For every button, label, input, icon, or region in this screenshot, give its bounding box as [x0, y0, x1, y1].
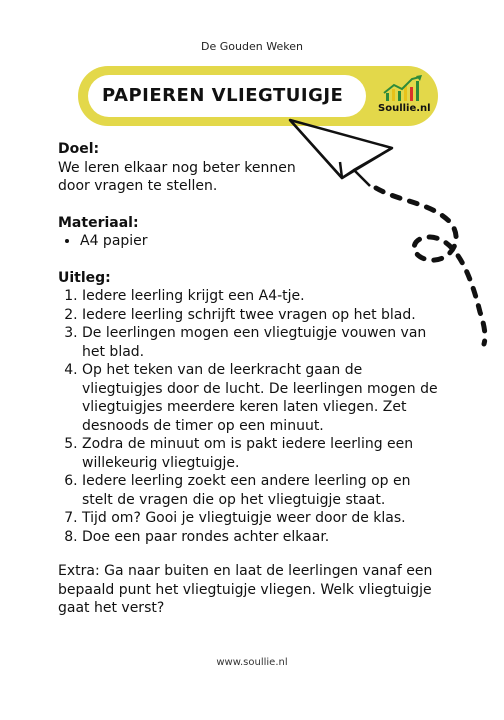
- list-item: 8. Doe een paar rondes achter elkaar.: [82, 528, 438, 547]
- footer-url: www.soullie.nl: [216, 657, 288, 668]
- extra-tip: Extra: Ga naar buiten en laat de leerlingen vanaf een bepaald punt het vliegtuigje vliegen. Welk vliegtuigje gaat het verst?: [58, 563, 433, 616]
- goal-section: [58, 140, 438, 196]
- goal-heading: Doel:: [58, 141, 100, 157]
- instructions-list: [58, 287, 438, 546]
- rising-chart-icon: [378, 73, 430, 103]
- list-item: 1. Iedere leerling krijgt een A4-tje.: [82, 287, 438, 306]
- goal-text: We leren elkaar nog beter kennen door vragen te stellen.: [58, 159, 296, 194]
- list-item: 2. Iedere leerling schrijft twee vragen op het blad.: [82, 306, 438, 325]
- list-item: • A4 papier: [80, 232, 438, 251]
- list-item: 5. Zodra de minuut om is pakt iedere leerling een willekeurig vliegtuigje.: [82, 435, 438, 472]
- list-item: 6. Iedere leerling zoekt een andere leerling op en stelt de vragen die op het vliegtuigje staat.: [82, 472, 438, 509]
- document-header-label: De Gouden Weken: [201, 40, 303, 53]
- activity-content: [58, 140, 438, 618]
- instructions-section: [58, 269, 438, 547]
- instructions-heading: Uitleg:: [58, 269, 111, 286]
- list-item: 4. Op het teken van de leerkracht gaan de vliegtuigjes door de lucht. De leerlingen mogen de vliegtuigjes meerdere keren laten vliegen. Zet desnoods de timer op een minuut.: [82, 361, 438, 435]
- page-title: PAPIEREN VLIEGTUIGJE: [102, 85, 344, 106]
- materials-section: [58, 214, 438, 251]
- list-item: 7. Tijd om? Gooi je vliegtuigje weer door de klas.: [82, 509, 438, 528]
- logo-text: Soullie.nl: [378, 103, 431, 114]
- materials-list: [58, 232, 438, 251]
- materials-heading: Materiaal:: [58, 214, 139, 231]
- list-item: 3. De leerlingen mogen een vliegtuigje vouwen van het blad.: [82, 324, 438, 361]
- title-pill: [88, 75, 366, 117]
